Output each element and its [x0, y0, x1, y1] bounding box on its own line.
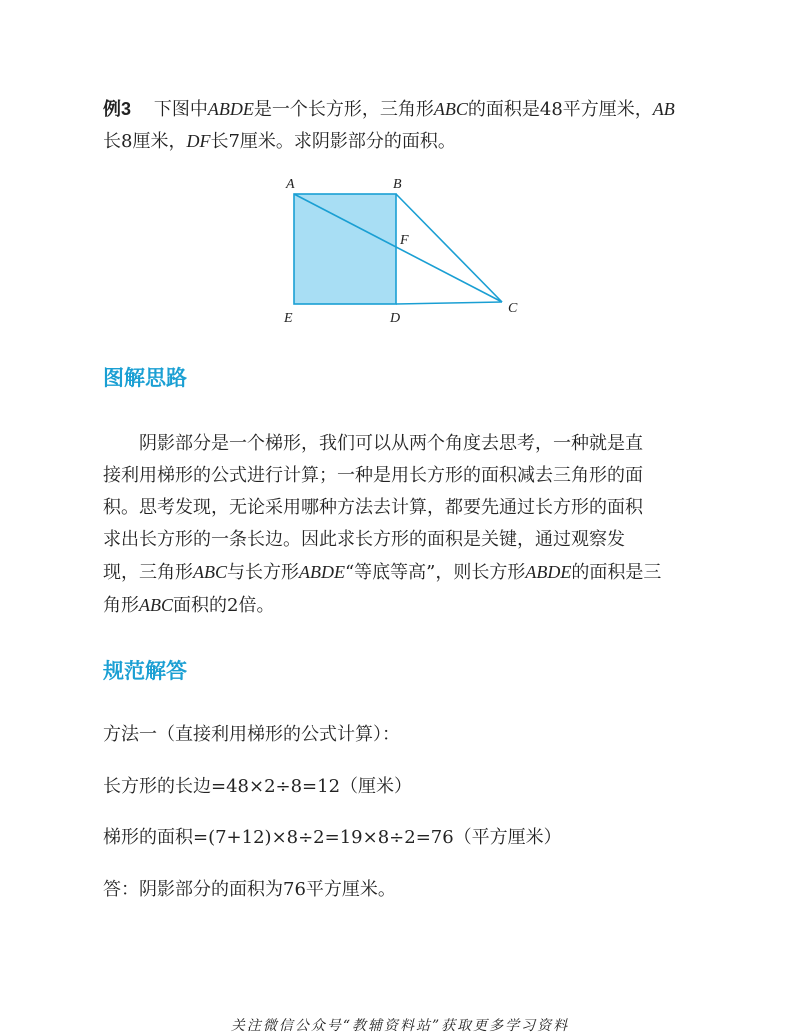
method-line: 方法一（直接利用梯形的公式计算）：: [103, 724, 400, 745]
var-abc: ABC: [433, 99, 468, 119]
label-c: C: [508, 301, 518, 316]
label-a: A: [286, 177, 295, 192]
para-line: 求出长方形的一条长边。因此求长方形的面积是关键，通过观察发: [103, 529, 625, 550]
segment-dc: [396, 302, 502, 304]
para-line: [103, 556, 703, 589]
para-line: [103, 589, 703, 622]
example-text: 下图中: [153, 99, 208, 120]
var-abc: ABC: [193, 562, 227, 582]
solution-step-2: 梯形的面积=(7+12)×8÷2=19×8÷2=76（平方厘米）: [103, 827, 562, 848]
example-text: 长8厘米，: [103, 131, 187, 152]
footer-note: 关注微信公众号“教辅资料站”获取更多学习资料: [230, 1018, 570, 1034]
var-df: DF: [186, 131, 211, 151]
para-line: 积。思考发现，无论采用哪种方法去计算，都要先通过长方形的面积: [103, 497, 643, 518]
answer-line: 答：阴影部分的面积为76平方厘米。: [103, 879, 396, 900]
text: 与长方形: [227, 562, 299, 583]
text: 面积的2倍。: [173, 595, 275, 616]
label-e: E: [284, 311, 293, 326]
label-b: B: [393, 177, 402, 192]
solution-step-1: 长方形的长边=48×2÷8=12（厘米）: [103, 776, 413, 797]
example-text: 的面积是48平方厘米，: [467, 99, 653, 120]
example-line-2: [103, 128, 456, 155]
label-f: F: [400, 233, 409, 248]
var-abde: ABDE: [299, 562, 345, 582]
section-title-analysis: 图解思路: [103, 367, 187, 390]
analysis-paragraph: [103, 428, 703, 622]
geometry-figure: [270, 170, 530, 330]
text: “等底等高”，则长方形: [344, 562, 526, 583]
example-text: 是一个长方形，三角形: [253, 99, 434, 120]
var-abde: ABDE: [525, 562, 572, 582]
text: 角形: [103, 595, 139, 616]
label-d: D: [390, 311, 401, 326]
var-abde: ABDE: [207, 99, 254, 119]
example-text: 长7厘米。求阴影部分的面积。: [210, 131, 456, 152]
section-title-solution: 规范解答: [103, 660, 187, 683]
para-line: 接利用梯形的公式进行计算；一种是用长方形的面积减去三角形的面: [103, 465, 643, 486]
text: 的面积是三: [571, 562, 662, 583]
example-label: 例3: [103, 99, 132, 119]
var-abc: ABC: [139, 595, 173, 615]
text: 现，三角形: [103, 562, 193, 583]
var-ab: AB: [652, 99, 675, 119]
example-line-1: [103, 96, 675, 123]
segment-bc: [396, 194, 502, 302]
para-line: 阴影部分是一个梯形，我们可以从两个角度去思考，一种就是直: [139, 433, 643, 454]
